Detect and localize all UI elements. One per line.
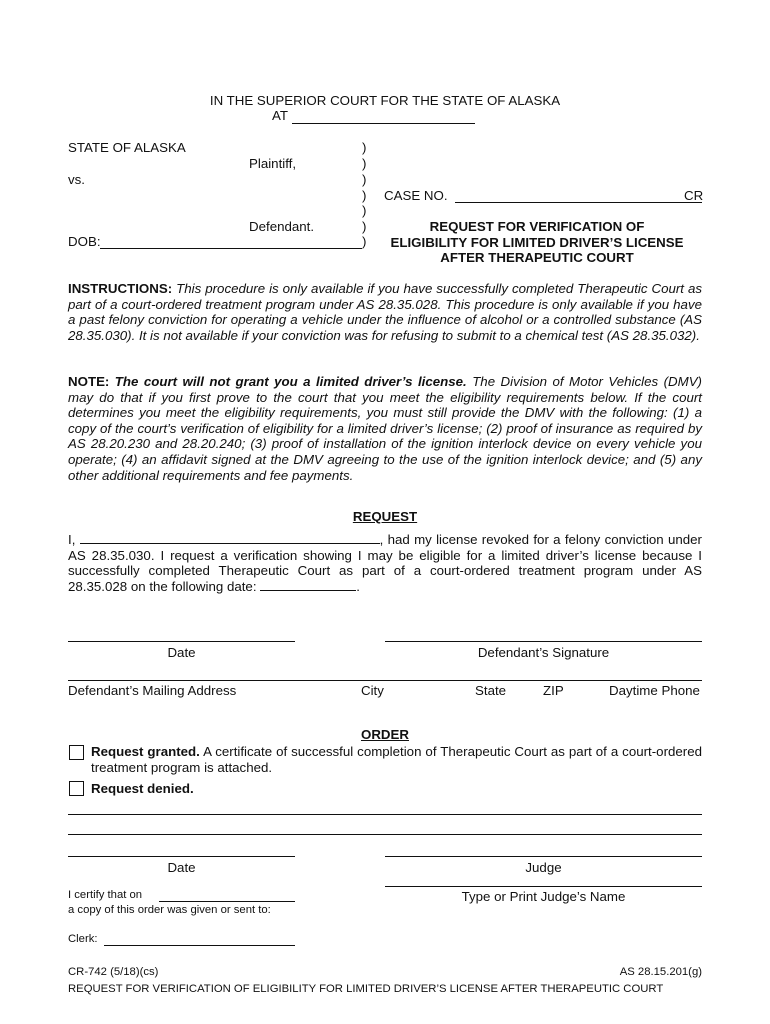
request-denied-checkbox[interactable] [69,781,84,796]
note-emphasis: The court will not grant you a limited driver’s license. [114,374,467,389]
court-line: IN THE SUPERIOR COURT FOR THE STATE OF ALASKA [209,93,561,108]
request-granted-checkbox[interactable] [69,745,84,760]
case-suffix: CR [684,188,704,203]
note-text: The Division of Motor Vehicles (DMV) may do that if you first prove to the court that you meet the eligibility requirements below. If the court determines you meet the eligibility requirements, you must still provide the DMV with the following: (1) a copy of the court’s verification of eligibility for a limited driver’s license; (2) proof of insurance as required by AS 28.20.230 and 28.20.240; (3) proof of installation of the ignition interlock device on every vehicle you operate; (4) an affidavit signed at the DMV agreeing to the use of the ignition interlock device; and (5) any other additional requirements and fee payments. [68,374,702,483]
dob-label: DOB: [68,234,101,249]
order-date-field[interactable] [68,856,295,857]
caption-paren: ) [362,140,367,155]
statute-reference: AS 28.15.201(g) [619,966,702,978]
request-date-label: Date [167,645,196,660]
versus-label: vs. [68,172,85,187]
instructions-label: INSTRUCTIONS: [68,281,173,296]
order-date-label: Date [167,860,196,875]
request-heading [0,509,770,524]
caption-paren: ) [362,172,367,187]
dob-field[interactable] [100,248,362,249]
certify-label: I certify that on [68,889,143,901]
form-title [372,219,702,266]
case-number-label: CASE NO. [384,188,448,203]
caption-paren: ) [362,156,367,171]
form-number: CR-742 (5/18)(cs) [68,966,159,978]
request-text-start: I, [68,532,76,547]
caption-paren: ) [362,188,367,203]
note-paragraph [68,374,702,483]
clerk-field[interactable] [104,945,295,946]
caption-paren: ) [362,234,367,249]
mailing-address-label: Defendant’s Mailing Address [68,683,237,698]
instructions-paragraph [68,281,702,343]
at-label: AT [272,108,289,123]
city-label: City [361,683,384,698]
certify-copy-text: a copy of this order was given or sent to: [68,904,271,916]
instructions-text: This procedure is only available if you have successfully completed Therapeutic Court as part of a court-ordered treatment program under AS 28.35.028. This procedure is only available if you have a past felony conviction for operating a vehicle under the influence of alcohol or a controlled substance (AS 28.35.030). It is not available if your conviction was for refusing to submit to a chemical test (AS 28.35.032). [68,281,702,343]
form-title-line: REQUEST FOR VERIFICATION OF [429,219,645,234]
clerk-label: Clerk: [68,933,98,945]
plaintiff-label: Plaintiff, [249,156,297,171]
order-notes-line[interactable] [68,834,702,835]
request-text-end: . [356,578,360,594]
request-denied-label: Request denied. [91,781,194,796]
caption-paren: ) [362,203,367,218]
form-title-line: AFTER THERAPEUTIC COURT [440,250,634,266]
defendant-signature-label: Defendant’s Signature [477,645,610,660]
order-heading-text: ORDER [360,727,410,742]
request-heading-text: REQUEST [352,509,418,524]
defendant-label: Defendant. [249,219,315,234]
judge-label: Judge [525,860,562,875]
order-notes-line[interactable] [68,814,702,815]
plaintiff-state: STATE OF ALASKA [68,140,186,155]
certify-date-field[interactable] [159,901,295,902]
judge-name-label: Type or Print Judge’s Name [461,889,626,904]
request-granted-label: Request granted. [91,744,200,759]
judge-signature-field[interactable] [385,856,702,857]
defendant-name-field[interactable] [80,532,380,544]
form-title-line: ELIGIBILITY FOR LIMITED DRIVER’S LICENSE [390,234,684,250]
request-granted-description: A certificate of successful completion of Therapeutic Court as part of a court-ordered treatment program is attached. [91,744,703,775]
request-granted-text [91,744,702,775]
order-heading [0,727,770,742]
judge-name-field[interactable] [385,886,702,887]
mailing-address-field[interactable] [68,680,702,681]
request-text: , had my license revoked for a felony conviction under AS 28.35.030. I request a verification showing I may be eligible for a limited driver’s license because I successfully completed Therapeutic Court as part of a court-ordered treatment program under AS 28.35.028 on the following date: [68,532,702,594]
state-label: State [475,683,507,698]
defendant-signature-field[interactable] [385,641,702,642]
zip-label: ZIP [543,683,564,698]
footer-form-title: REQUEST FOR VERIFICATION OF ELIGIBILITY FOR LIMITED DRIVER’S LICENSE AFTER THERAPEUTIC COURT [68,983,664,995]
caption-paren: ) [362,219,367,234]
request-date-field[interactable] [68,641,295,642]
case-number-field[interactable] [455,202,702,203]
daytime-phone-label: Daytime Phone [609,683,700,698]
note-label: NOTE: [68,374,110,389]
completion-date-field[interactable] [260,579,356,591]
request-paragraph [68,532,702,594]
court-header [0,93,770,108]
at-location-field[interactable] [292,123,475,124]
